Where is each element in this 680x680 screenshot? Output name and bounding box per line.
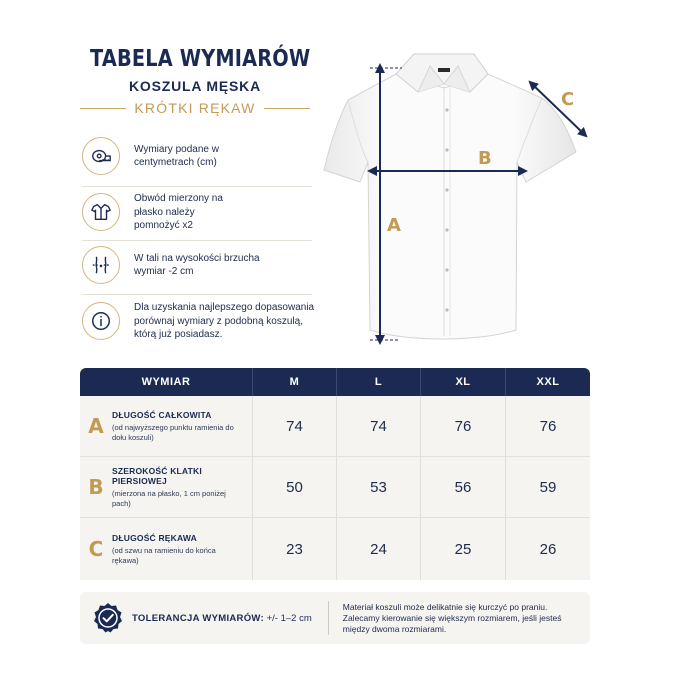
row-letter: C (88, 537, 104, 561)
info-icon (82, 302, 120, 340)
row-letter: B (88, 475, 104, 499)
column-header: M (252, 368, 336, 396)
table-cell: 26 (505, 518, 590, 580)
row-name: DŁUGOŚĆ RĘKAWA (112, 532, 197, 543)
table-cell: 76 (420, 396, 505, 456)
info-text: W tali na wysokości brzucha wymiar -2 cm (134, 252, 260, 277)
tolerance-panel (80, 592, 590, 644)
info-item-tip (82, 301, 319, 342)
verified-badge-icon (92, 602, 124, 634)
row-letter: A (88, 414, 104, 438)
row-label (80, 518, 252, 580)
table-cell: 50 (252, 457, 336, 517)
row-description: (od szwu na ramieniu do końca rękawa) (112, 545, 216, 565)
table-row (80, 457, 590, 518)
table-cell: 59 (505, 457, 590, 517)
row-label (80, 457, 252, 517)
table-cell: 74 (336, 396, 420, 456)
dimension-a-label: A (387, 215, 401, 236)
row-description: (mierzona na płasko, 1 cm poniżej pach) (112, 488, 226, 508)
variant-row (70, 100, 320, 116)
table-cell: 53 (336, 457, 420, 517)
waist-icon (82, 246, 120, 284)
column-header: XXL (505, 368, 590, 396)
table-cell: 76 (505, 396, 590, 456)
info-item-units (82, 137, 254, 175)
header (70, 46, 320, 116)
tolerance-text (132, 613, 312, 624)
tolerance-value: +/- 1–2 cm (266, 612, 312, 624)
table-row (80, 396, 590, 457)
variant-label: KRÓTKI RĘKAW (134, 100, 256, 116)
table-cell: 25 (420, 518, 505, 580)
info-divider (82, 186, 312, 187)
table-row (80, 518, 590, 580)
page-subtitle: KOSZULA MĘSKA (129, 78, 261, 94)
care-note: Materiał koszuli może delikatnie się kurczyć po praniu. Zalecamy kierowanie się większym rozmiarem, jeśli jesteś między dwoma rozmiarami. (342, 601, 562, 634)
table-cell: 23 (252, 518, 336, 580)
row-name: DŁUGOŚĆ CAŁKOWITA (112, 409, 212, 420)
info-text: Obwód mierzony na płasko należy pomnożyć x2 (134, 193, 223, 231)
measuring-tape-icon (82, 137, 120, 175)
table-cell: 24 (336, 518, 420, 580)
row-label (80, 396, 252, 456)
row-description: (od najwyższego punktu ramienia do dołu koszuli) (112, 422, 234, 442)
dimension-b-label: B (478, 148, 492, 169)
table-cell: 56 (420, 457, 505, 517)
footer-divider (328, 601, 329, 635)
row-name: SZEROKOŚĆ KLATKI PIERSIOWEJ (112, 465, 202, 486)
shirt-diagram (310, 40, 610, 350)
info-text: Dla uzyskania najlepszego dopasowania porównaj wymiary z podobną koszulą, którą już posiadasz. (134, 302, 315, 340)
info-item-waist (82, 246, 274, 284)
column-header: WYMIAR (141, 376, 191, 388)
page-title: TABELA WYMIARÓW (90, 46, 311, 72)
info-divider (82, 240, 312, 241)
shirt-illustration (310, 40, 610, 350)
column-header: XL (420, 368, 505, 396)
divider-right (264, 108, 310, 109)
info-text: Wymiary podane w centymetrach (cm) (134, 143, 219, 168)
table-cell: 74 (252, 396, 336, 456)
shirt-icon (82, 193, 120, 231)
size-table (80, 368, 590, 580)
dimension-c-label: C (561, 89, 575, 110)
info-divider (82, 294, 312, 295)
info-item-circumference (82, 192, 224, 233)
tolerance-label: TOLERANCJA WYMIARÓW: (132, 612, 264, 624)
divider-left (80, 108, 126, 109)
table-header (80, 368, 590, 396)
column-header: L (336, 368, 420, 396)
